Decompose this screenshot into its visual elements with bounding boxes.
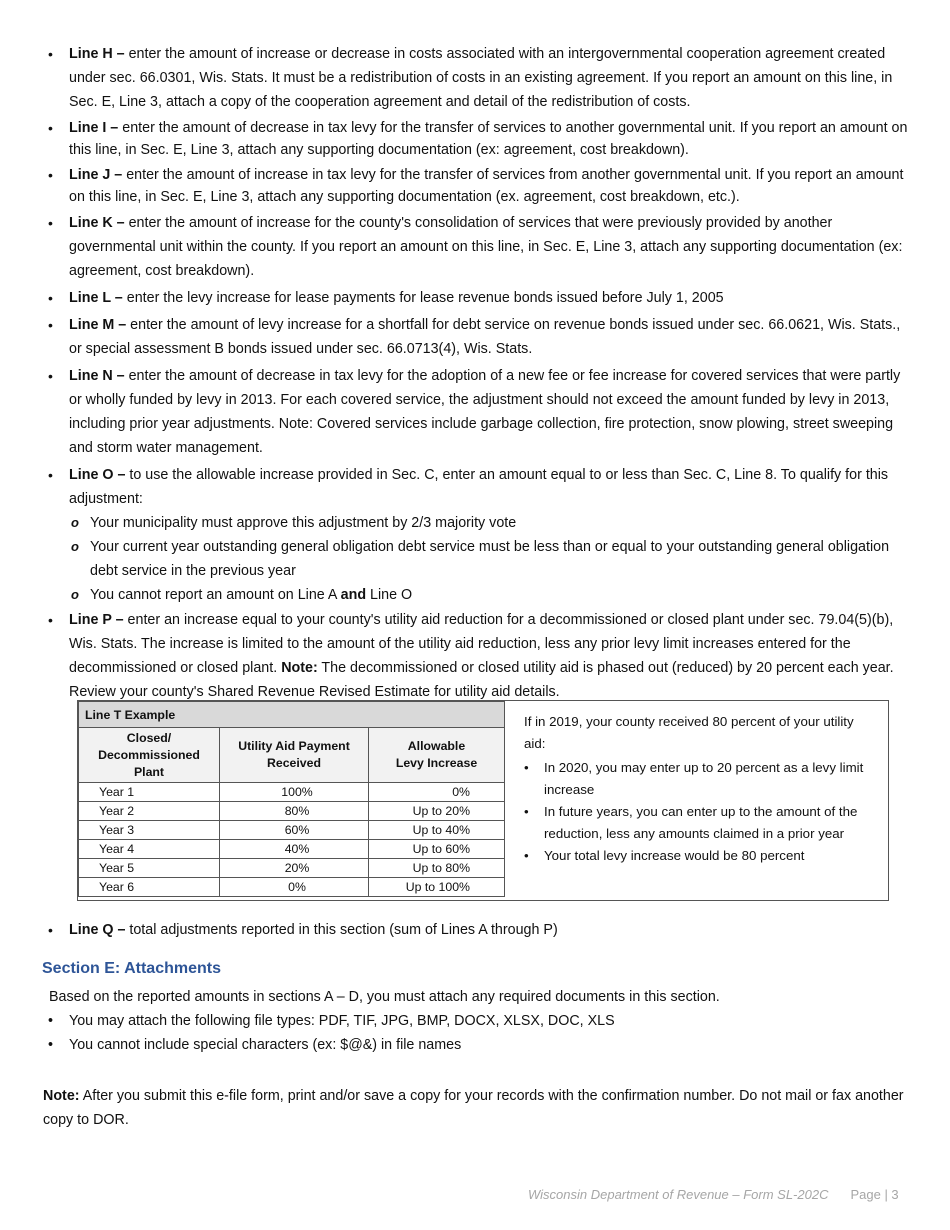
section-e-intro: Based on the reported amounts in sections A – D, you must attach any required documents in this section.	[49, 989, 720, 1005]
line-o-requirement: o Your current year outstanding general obligation debt service must be less than or equal to your outstanding general obligation debt service in the previous year	[69, 535, 914, 583]
example-explanation	[524, 711, 874, 867]
cell-year: Year 1	[79, 783, 220, 802]
line-p-note-text: The decommissioned or closed utility aid is phased out (reduced) by 20 percent each year. Review your county's Shared Revenue Revised Estimate for utility aid details.	[69, 660, 894, 700]
line-q-item	[48, 918, 914, 942]
cell-increase: Up to 20%	[369, 802, 505, 821]
footer-org: Wisconsin Department of Revenue – Form SL-202C	[528, 1187, 829, 1202]
column-header: Utility Aid Payment Received	[220, 728, 369, 783]
line-i-text: enter the amount of decrease in tax levy for the transfer of services to another governmental unit. If you report an amount on this line, in Sec. E, Line 3, attach any supporting documentation (ex: agreement, cost breakdown).	[69, 120, 908, 158]
table-header-row	[79, 728, 505, 783]
line-n-text: enter the amount of decrease in tax levy for the adoption of a new fee or fee increase for covered services that were partly or wholly funded by levy in 2013. For each covered service, the adjustment should not exceed the amount funded by levy in 2013, including prior year adjustments. Note: Covered services include garbage collection, fire protection, snow plowing, street sweeping and storm water management.	[69, 368, 901, 456]
line-j-label: Line J –	[69, 167, 123, 183]
cell-aid: 100%	[220, 783, 369, 802]
line-q-text: total adjustments reported in this section (sum of Lines A through P)	[125, 922, 558, 938]
line-o-requirements	[69, 511, 914, 607]
cell-aid: 20%	[220, 859, 369, 878]
example-title: Line T Example	[79, 702, 505, 728]
cell-increase: Up to 40%	[369, 821, 505, 840]
line-o-label: Line O –	[69, 467, 126, 483]
line-q-label: Line Q –	[69, 922, 126, 938]
line-o-requirement: o Your municipality must approve this adjustment by 2/3 majority vote	[69, 511, 914, 535]
cell-aid: 0%	[220, 878, 369, 897]
page-footer	[528, 1187, 899, 1202]
cell-year: Year 4	[79, 840, 220, 859]
line-i-item	[48, 117, 914, 161]
line-k-label: Line K –	[69, 215, 125, 231]
line-h-text: enter the amount of increase or decrease in costs associated with an intergovernmental cooperation agreement created under sec. 66.0301, Wis. Stats. It must be a redistribution of costs in an existing agreement. If you report an amount on this line, in Sec. E, Line 3, attach a copy of the cooperation agreement and detail of the redistribution of costs.	[69, 46, 893, 110]
requirement-emphasis: and	[340, 587, 367, 603]
line-o-item	[48, 463, 914, 607]
line-l-text: enter the levy increase for lease payments for lease revenue bonds issued before July 1, 2005	[122, 290, 724, 306]
explanation-list	[524, 757, 874, 867]
submission-note	[43, 1084, 913, 1132]
line-m-text: enter the amount of levy increase for a shortfall for debt service on revenue bonds issued under sec. 66.0621, Wis. Stats., or special assessment B bonds issued under sec. 66.0713(4), Wis. Stats.	[69, 317, 901, 357]
line-l-label: Line L –	[69, 290, 123, 306]
table-row	[79, 859, 505, 878]
line-h-label: Line H –	[69, 46, 125, 62]
line-k-text: enter the amount of increase for the county's consolidation of services that were previously provided by another governmental unit within the county. If you report an amount on this line, in Sec. E, Line 3, attach any supporting documentation (ex: agreement, cost breakdown).	[69, 215, 903, 279]
line-t-example-box	[77, 700, 889, 901]
cell-increase: Up to 80%	[369, 859, 505, 878]
cell-aid: 60%	[220, 821, 369, 840]
line-instructions-list	[48, 42, 914, 705]
cell-year: Year 3	[79, 821, 220, 840]
line-n-label: Line N –	[69, 368, 125, 384]
attachment-rules-list	[48, 1009, 615, 1057]
table-row	[79, 802, 505, 821]
cell-aid: 80%	[220, 802, 369, 821]
line-j-item	[48, 164, 914, 208]
table-row	[79, 878, 505, 897]
requirement-text: Line O	[366, 587, 413, 603]
requirement-text: You cannot report an amount on Line A	[90, 587, 341, 603]
line-i-label: Line I –	[69, 120, 119, 136]
attachment-rule: • You may attach the following file types: PDF, TIF, JPG, BMP, DOCX, XLSX, DOC, XLS	[48, 1009, 615, 1033]
explanation-item: • In 2020, you may enter up to 20 percent as a levy limit increase	[524, 757, 874, 801]
note-text: After you submit this e-file form, print and/or save a copy for your records with the confirmation number. Do not mail or fax another copy to DOR.	[43, 1088, 904, 1128]
explanation-item: • Your total levy increase would be 80 percent	[524, 845, 874, 867]
line-q-list	[48, 918, 914, 943]
cell-increase: Up to 60%	[369, 840, 505, 859]
line-n-item	[48, 364, 914, 460]
line-m-item	[48, 313, 914, 361]
line-p-note-label: Note:	[281, 660, 318, 676]
section-e-heading: Section E: Attachments	[42, 960, 221, 977]
cell-increase: Up to 100%	[369, 878, 505, 897]
attachment-rule: • You cannot include special characters (ex: $@&) in file names	[48, 1033, 615, 1057]
cell-increase: 0%	[369, 783, 505, 802]
line-o-requirement	[69, 583, 914, 607]
column-header: Closed/ Decommissioned Plant	[79, 728, 220, 783]
table-row	[79, 821, 505, 840]
cell-year: Year 5	[79, 859, 220, 878]
cell-aid: 40%	[220, 840, 369, 859]
cell-year: Year 2	[79, 802, 220, 821]
cell-year: Year 6	[79, 878, 220, 897]
explanation-intro: If in 2019, your county received 80 percent of your utility aid:	[524, 714, 854, 751]
table-row	[79, 840, 505, 859]
column-header: Allowable Levy Increase	[369, 728, 505, 783]
line-p-text: enter an increase equal to your county's utility aid reduction for a decommissioned or closed plant under sec. 79.04(5)(b), Wis. Stats. The increase is limited to the amount of the utility aid reduction, less any prior levy limit increases entered for the decommissioned or closed plant.	[69, 612, 894, 676]
line-h-item	[48, 42, 914, 114]
page-number: Page | 3	[850, 1187, 899, 1202]
line-o-text: to use the allowable increase provided in Sec. C, enter an amount equal to or less than Sec. C, Line 8. To qualify for this adjustment:	[69, 467, 889, 507]
note-label: Note:	[43, 1088, 80, 1104]
line-j-text: enter the amount of increase in tax levy for the transfer of services from another governmental unit. If you report an amount on this line, in Sec. E, Line 3, attach any supporting documentation (ex. agreement, cost breakdown, etc.).	[69, 167, 904, 205]
line-k-item	[48, 211, 914, 283]
line-t-example-table	[78, 701, 505, 897]
line-m-label: Line M –	[69, 317, 127, 333]
line-p-item	[48, 608, 914, 704]
line-l-item	[48, 286, 914, 310]
explanation-item: • In future years, you can enter up to the amount of the reduction, less any amounts claimed in a prior year	[524, 801, 874, 845]
table-row	[79, 783, 505, 802]
line-p-label: Line P –	[69, 612, 124, 628]
